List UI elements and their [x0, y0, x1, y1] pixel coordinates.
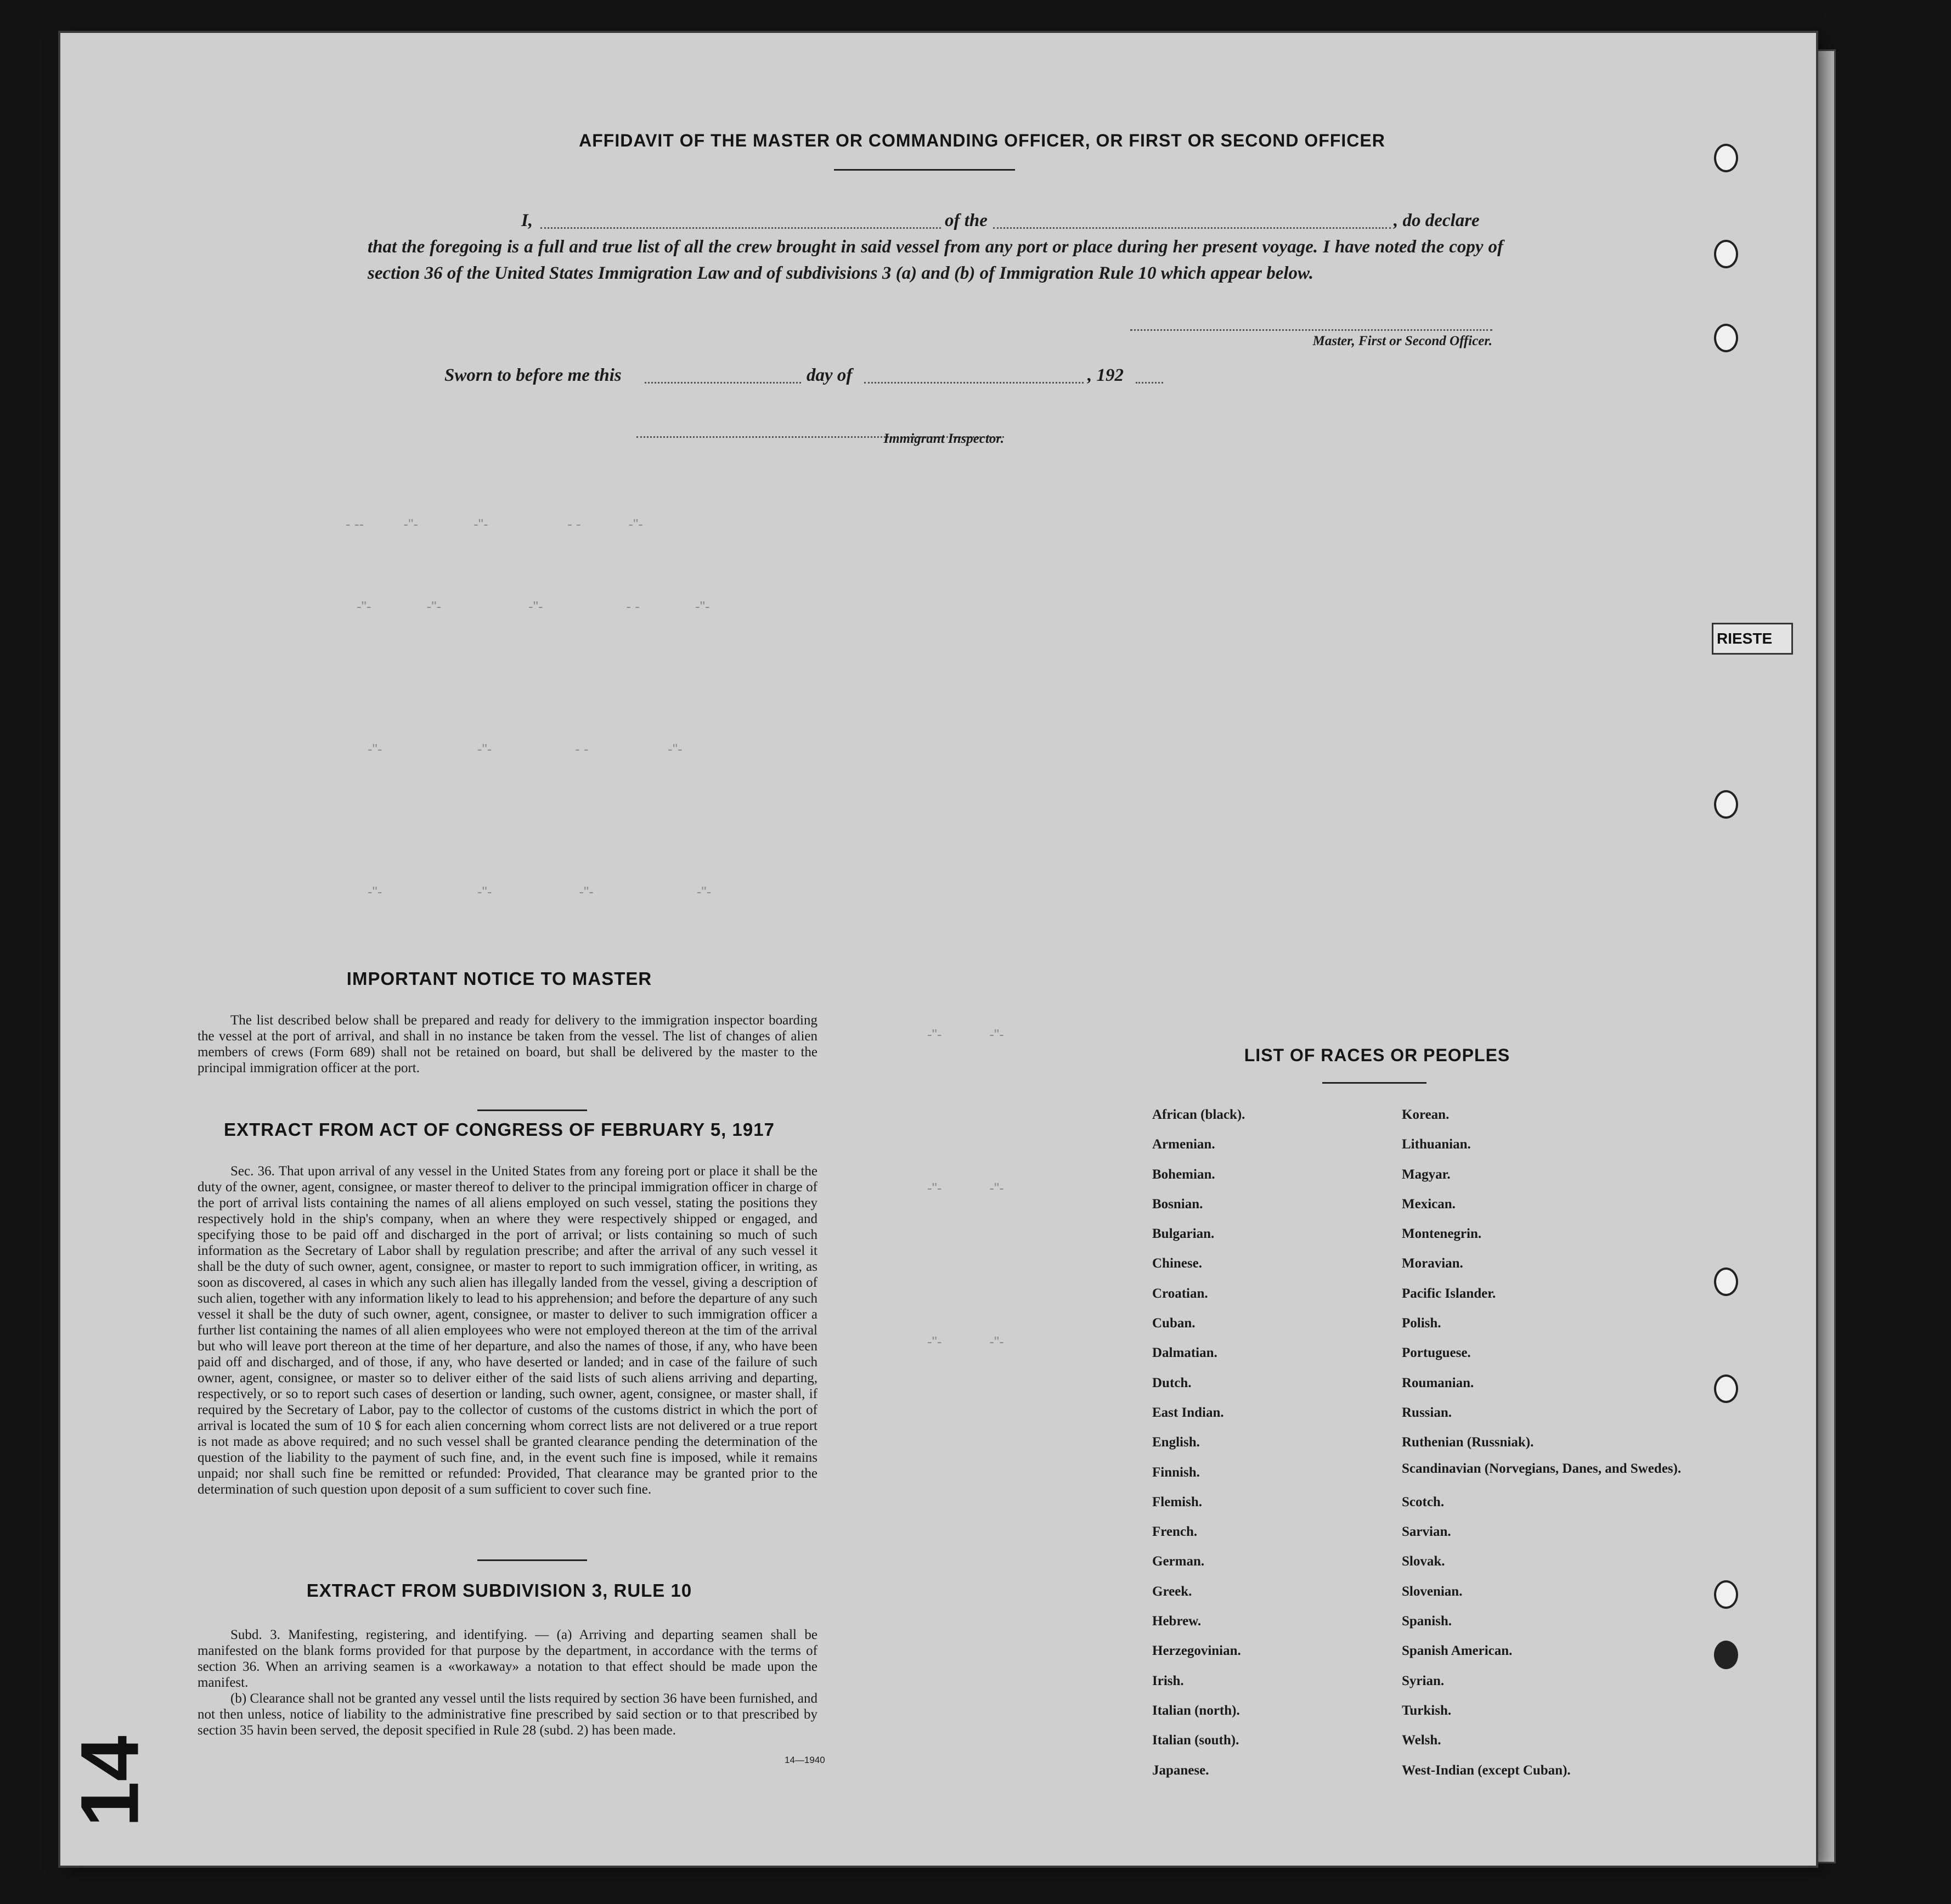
binder-hole [1714, 144, 1738, 172]
race-item: Greek. [1152, 1584, 1192, 1599]
binder-hole [1714, 240, 1738, 268]
races-title-rule [1322, 1082, 1426, 1084]
day-of-label: day of [807, 365, 853, 385]
form-number: 14—1940 [785, 1755, 825, 1765]
binder-hole [1714, 790, 1738, 819]
bleed-through-marks: -"- -"- -"- -"- [368, 883, 712, 900]
affidavit-paragraph: that the foregoing is a full and true list of all the crew brought in said vessel from any port or place during her present voyage. I have noted the copy of section 36 of the United States Immigration Law and of subdivisions 3 (a) and (b) of Immigration Rule 10 which appear below. [368, 237, 1503, 283]
race-item: German. [1152, 1554, 1205, 1569]
bleed-through-marks: -"- -"- - - -"- [368, 741, 683, 757]
name-fill-line [540, 227, 941, 229]
notice-title: IMPORTANT NOTICE TO MASTER [346, 968, 652, 989]
tab-label: RIESTE [1712, 623, 1793, 655]
race-item: Magyar. [1402, 1167, 1451, 1182]
sworn-year-fill-line [1136, 382, 1163, 384]
affidavit-of-the-label: of the [945, 211, 988, 230]
race-item: Dutch. [1152, 1375, 1192, 1390]
binder-hole [1714, 1375, 1738, 1403]
race-item: English. [1152, 1435, 1200, 1450]
affidavit-line1 [444, 207, 1503, 234]
race-item: Herzegovinian. [1152, 1643, 1241, 1659]
race-item: Syrian. [1402, 1673, 1445, 1688]
bleed-through-marks: -"- -"- [927, 1333, 1004, 1350]
race-item: Turkish. [1402, 1703, 1452, 1718]
race-item: Russian. [1402, 1405, 1452, 1420]
binder-hole [1714, 1641, 1738, 1669]
extract-act-rule [477, 1559, 587, 1561]
subd-b-text: (b) Clearance shall not be granted any vessel until the lists required by section 36 have been furnished, and not then unless, notice of liability to the administrative fine prescribed by said section or to that prescribed by section 35 havin been served, the deposit specified in Rule 28 (subd. 2) has been made. [198, 1691, 817, 1738]
binder-hole [1714, 1580, 1738, 1609]
race-item: Irish. [1152, 1673, 1184, 1688]
extract-rule-title: EXTRACT FROM SUBDIVISION 3, RULE 10 [306, 1580, 692, 1601]
affidavit-i-label: I, [521, 211, 533, 230]
race-item: Pacific Islander. [1402, 1286, 1496, 1301]
notice-rule [477, 1109, 587, 1111]
race-item: Spanish American. [1402, 1643, 1513, 1659]
extract-rule-body [198, 1627, 817, 1738]
race-item: Spanish. [1402, 1614, 1452, 1629]
race-item: Bulgarian. [1152, 1226, 1215, 1242]
bleed-through-marks: - -- -"- -"- - - -"- [346, 516, 643, 532]
master-signature-label: Master, First or Second Officer. [1312, 334, 1492, 348]
race-item: Ruthenian (Russniak). [1402, 1435, 1534, 1450]
extract-act-title: EXTRACT FROM ACT OF CONGRESS OF FEBRUARY 5, 1917 [224, 1119, 775, 1140]
race-item: Slovenian. [1402, 1584, 1463, 1599]
race-item: Moravian. [1402, 1256, 1463, 1271]
bleed-through-marks: -"- -"- [927, 1180, 1004, 1196]
race-item: Welsh. [1402, 1733, 1441, 1748]
vessel-fill-line [993, 227, 1391, 229]
race-item: Chinese. [1152, 1256, 1202, 1271]
affidavit-declare-label: , do declare [1394, 211, 1480, 230]
affidavit-title: AFFIDAVIT OF THE MASTER OR COMMANDING OFFICER, OR FIRST OR SECOND OFFICER [579, 131, 1385, 150]
binder-hole [1714, 1268, 1738, 1296]
race-item: Armenian. [1152, 1137, 1215, 1152]
race-item: French. [1152, 1524, 1198, 1540]
affidavit-title-rule [834, 169, 1015, 171]
race-item: Portuguese. [1402, 1345, 1471, 1361]
race-item: Polish. [1402, 1316, 1441, 1331]
sworn-day-fill-line [645, 382, 801, 384]
race-item: Finnish. [1152, 1464, 1200, 1480]
race-item: Italian (south). [1152, 1733, 1239, 1748]
race-item: African (black). [1152, 1107, 1245, 1122]
races-title: LIST OF RACES OR PEOPLES [1244, 1045, 1510, 1065]
subd-a-text: Subd. 3. Manifesting, registering, and identifying. — (a) Arriving and departing seamen shall be manifested on the blank forms provided for that purpose by the department, in accordance with the terms of section 36. When an arriving seamen is a «workaway» a notation to that effect should be made upon the manifest. [198, 1627, 817, 1690]
page-number-stamp: 14 [63, 1736, 156, 1827]
inspector-signature-label: Immigrant Inspector. [883, 431, 1004, 446]
race-item: Flemish. [1152, 1494, 1202, 1509]
race-item: Lithuanian. [1402, 1137, 1471, 1152]
sworn-month-fill-line [864, 382, 1084, 384]
race-item: West-Indian (except Cuban). [1402, 1762, 1571, 1778]
race-item: Slovak. [1402, 1554, 1445, 1569]
bleed-through-marks: -"- -"- [927, 1026, 1004, 1043]
binder-hole [1714, 324, 1738, 352]
sworn-line [444, 362, 1267, 388]
race-item: Croatian. [1152, 1286, 1208, 1301]
notice-body [198, 1012, 817, 1076]
master-signature-line [1130, 329, 1492, 331]
race-item: Dalmatian. [1152, 1345, 1217, 1361]
year-label: , 192 [1087, 365, 1124, 385]
race-item: Bohemian. [1152, 1167, 1215, 1182]
race-item: Bosnian. [1152, 1196, 1203, 1212]
race-item: Montenegrin. [1402, 1226, 1482, 1242]
sworn-label: Sworn to before me this [444, 365, 622, 385]
race-item: Roumanian. [1402, 1375, 1474, 1390]
race-item: Korean. [1402, 1107, 1450, 1122]
notice-body-text: The list described below shall be prepared and ready for delivery to the immigration inspector boarding the vessel at the port of arrival, and shall in no instance be taken from the vessel. The list of changes of alien members of crews (Form 689) shall not be retained on board, but shall be delivered by the master to the principal immigration officer at the port. [198, 1013, 817, 1075]
race-item: Cuban. [1152, 1316, 1196, 1331]
race-item: Mexican. [1402, 1196, 1456, 1212]
races-column-2 [1402, 1104, 1687, 1789]
races-column-1 [1152, 1104, 1383, 1789]
race-item: Scotch. [1402, 1494, 1445, 1509]
manifest-page [60, 33, 1816, 1866]
race-item: Hebrew. [1152, 1614, 1202, 1629]
bleed-through-marks: -"- -"- -"- - - -"- [357, 598, 710, 615]
race-item: Italian (north). [1152, 1703, 1240, 1718]
race-item: Japanese. [1152, 1762, 1209, 1778]
race-item: Scandinavian (Norvegians, Danes, and Swedes). [1402, 1461, 1682, 1476]
extract-act-body-text: Sec. 36. That upon arrival of any vessel in the United States from any foreing port or place it shall be the duty of the owner, agent, consignee, or master thereof to deliver to the principal immigration officer in charge of the port of arrival lists containing the names of all aliens employed on such vessel, stating the positions they respectively hold in the ship's company, when an where they were respectively shipped or engaged, and specifying those to be paid off and discharged in the port of arrival; or lists containing so much of such information as the Secretary of Labor shall by regulation prescribe; and after the arrival of any such vessel it shall be the duty of such owner, agent, consignee, or master to report to such immigration officer, in writing, as soon as discovered, al cases in which any such alien has illegally landed from the vessel, giving a description of such alien, together with any information likely to lead to his apprehension; and before the departure of any such vessel it shall be the duty of such owner, agent, consignee, or master to deliver to such immigration officer a further list containing the names of all alien employees who were not employed thereon at the tim of the arrival but who will leave port thereon at the time of her departure, and also the names of those, if any, who have been paid off and discharged, and of those, if any, who have deserted or landed; and in case of the failure of such owner, agent, consignee, or master so to deliver either of the said lists of such aliens arriving and departing, respectively, or so to report such cases of desertion or landing, such owner, agent, consignee, or master shall, if required by the Secretary of Labor, pay to the collector of customs of the customs district in which the port of arrival is located the sum of 10 $ for each alien concerning whom correct lists are not delivered or a true report is not made as above required; and no such vessel shall be granted clearance pending the determination of the question of the liability to the payment of such fine, and, in the event such fine is imposed, while it remains unpaid; nor shall such fine be remitted or refunded: Provided, That clearance may be granted prior to the determination of such question upon deposit of a sum sufficient to cover such fine. [198, 1164, 817, 1497]
race-item: East Indian. [1152, 1405, 1224, 1420]
extract-act-body [198, 1163, 817, 1497]
race-item: Sarvian. [1402, 1524, 1451, 1540]
